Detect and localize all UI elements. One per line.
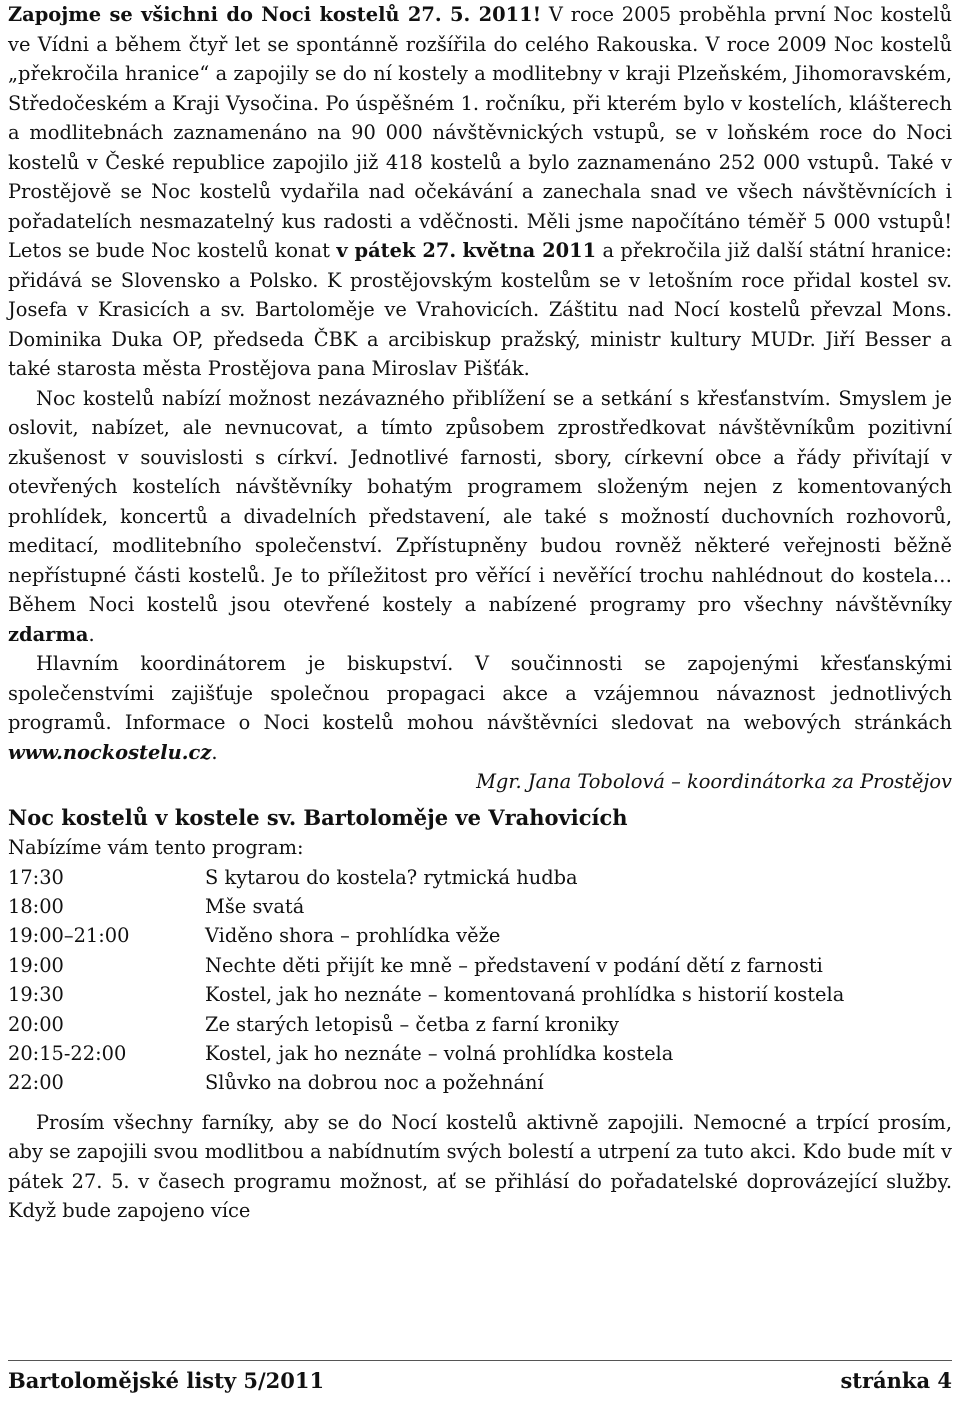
free-highlight: zdarma: [8, 622, 89, 646]
signature: Mgr. Jana Tobolová – koordinátorka za Prostějov: [476, 770, 952, 793]
schedule-time: 20:00: [8, 1012, 64, 1036]
schedule-time: 18:00: [8, 894, 64, 918]
program-title: Noc kostelů v kostele sv. Bartoloměje ve Vrahovicích: [8, 804, 628, 830]
paragraph-purpose: Noc kostelů nabízí možnost nezávazného přiblížení se a setkání s křesťanstvím. Smyslem je oslovit, nabízet, ale nevnucovat, a tímto způsobem zprostředkovat návštěvníkům pozitivní zkušenost v souvislosti s církví. Jednotlivé farnosti, sbory, církevní obce a řády přivítají v otevřených kostelích návštěvníky bohatým programem složeným nejen z komentovaných prohlídek, koncertů a divadelních představení, ale také s možností duchovních rozhovorů, meditací, modlitebního společenství. Zpřístupněny budou rovněž některé veřejnosti běžně nepřístupné části kostelů. Je to příležitost pro věřící i nevěřící trochu nahlédnout do kostela… Během Noci kostelů jsou otevřené kostely a nabízené programy pro všechny návštěvníky zdarma.: [8, 386, 952, 646]
paragraph-coordination: Hlavním koordinátorem je biskupství. V součinnosti se zapojenými křesťanskými společenstvími zajišťuje společnou propagaci akce a vzájemnou návaznost jednotlivých programů. Informace o Noci kostelů mohou návštěvníci sledovat na webových stránkách www.nockostelu.cz.: [8, 652, 952, 764]
schedule-time: 22:00: [8, 1071, 64, 1095]
date-highlight-month: května 2011: [462, 239, 597, 262]
closing-appeal: [8, 1108, 952, 1226]
schedule-row: [8, 1068, 952, 1097]
schedule-row: [8, 951, 952, 980]
article: [8, 0, 952, 797]
publication-name: Bartolomějské listy 5/2011: [8, 1368, 325, 1393]
schedule-description: Kostel, jak ho neznáte – volná prohlídka kostela: [205, 1041, 674, 1065]
schedule-description: Mše svatá: [205, 894, 305, 918]
schedule-row: [8, 980, 952, 1009]
program-intro: Nabízíme vám tento program:: [8, 835, 304, 859]
paragraph-text-continued: a překročila již další státní hranice: přidává se Slovensko a Polsko. K prostějovským kostelům se v letošním roce přidal kostel sv. Josefa v Krasicích a sv. Bartoloměje ve Vrahovicích. Záštitu nad Nocí kostelů převzal Mons. Dominika Duka OP, předseda ČBK a arcibiskup pražský, ministr kultury MUDr. Jiří Besser a také starosta města Prostějova pana Miroslav Pišťák.: [8, 239, 952, 380]
schedule-row: [8, 1010, 952, 1039]
schedule-description: Ze starých letopisů – četba z farní kroniky: [205, 1012, 619, 1036]
schedule-time: 19:30: [8, 983, 64, 1007]
article-title: Zapojme se všichni do Noci kostelů 27. 5. 2011!: [8, 3, 542, 26]
schedule-time: 20:15-22:00: [8, 1041, 127, 1065]
schedule-time: 17:30: [8, 865, 64, 889]
program-schedule: [8, 863, 952, 1098]
page-number: stránka 4: [840, 1368, 952, 1393]
paragraph-intro: [8, 0, 952, 384]
schedule-description: Kostel, jak ho neznáte – komentovaná prohlídka s historií kostela: [205, 983, 845, 1007]
schedule-row: [8, 892, 952, 921]
page-content: [8, 0, 952, 1226]
schedule-description: Nechte děti přijít ke mně – představení v podání dětí z farnosti: [205, 953, 823, 977]
website-link[interactable]: www.nockostelu.cz: [8, 740, 212, 764]
date-highlight-day: v pátek 27.: [336, 239, 457, 262]
closing-paragraph: Prosím všechny farníky, aby se do Nocí kostelů aktivně zapojili. Nemocné a trpící prosím, aby se zapojili svou modlitbou a nabídnutím svých bolestí a utrpení za tuto akci. Kdo bude mít v pátek 27. 5. v časech programu možnost, ať se přihlásí do pořadatelské doprovázející služby. Když bude zapojeno více: [8, 1110, 952, 1223]
schedule-time: 19:00–21:00: [8, 924, 130, 948]
page-footer: [8, 1360, 952, 1401]
schedule-row: [8, 1039, 952, 1068]
schedule-time: 19:00: [8, 953, 64, 977]
schedule-description: S kytarou do kostela? rytmická hudba: [205, 865, 578, 889]
schedule-row: [8, 863, 952, 892]
schedule-row: [8, 921, 952, 950]
schedule-description: Viděno shora – prohlídka věže: [205, 924, 501, 948]
paragraph-text: V roce 2005 proběhla první Noc kostelů ve Vídni a během čtyř let se spontánně rozšířila do celého Rakouska. V roce 2009 Noc kostelů „překročila hranice“ a zapojily se do ní kostely a modlitebny v kraji Plzeňském, Jihomoravském, Středočeském a Kraji Vysočina. Po úspěšném 1. ročníku, při kterém bylo v kostelích, klášterech a modlitebnách zaznamenáno na 90 000 návštěvnických vstupů, se v loňském roce do Noci kostelů v České republice zapojilo již 418 kostelů a bylo zaznamenáno 252 000 vstupů. Také v Prostějově se Noc kostelů vydařila nad očekávání a zanechala snad ve všech návštěvnících i pořadatelích nesmazatelný kus radosti a vděčnosti. Měli jsme napočítáno téměř 5 000 vstupů! Letos se bude Noc kostelů konat: [8, 3, 952, 262]
schedule-description: Slůvko na dobrou noc a požehnání: [205, 1071, 544, 1095]
